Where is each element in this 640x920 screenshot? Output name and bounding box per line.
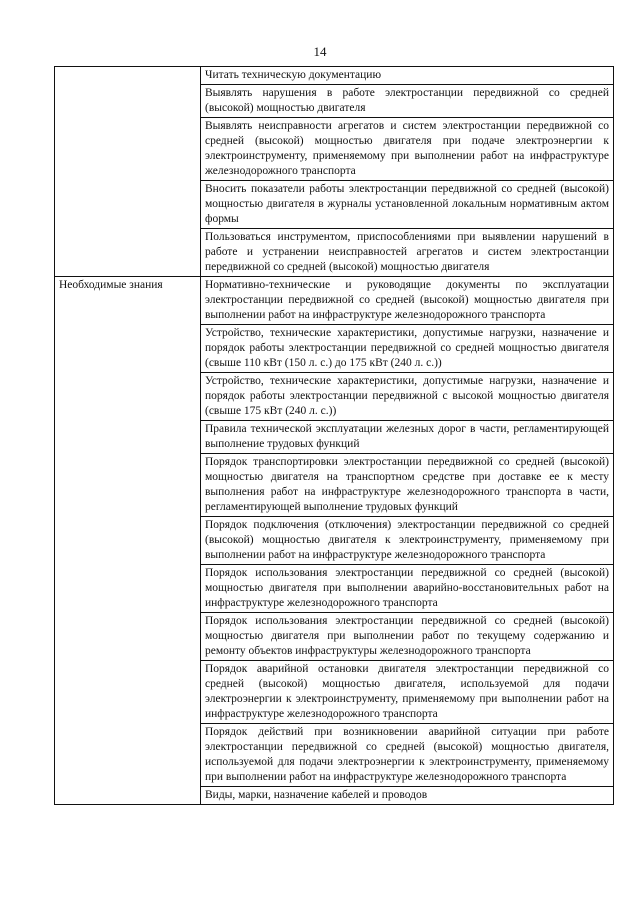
knowledge-cell: Порядок действий при возникновении аварийной ситуации при работе электростанции передвижной со средней (высокой) мощностью двигателя, используемой для подачи электроэнергии к электроинструменту, применяемому при выполнении работ на инфраструктуре железнодорожного транспорта <box>201 724 614 787</box>
knowledge-cell: Устройство, технические характеристики, допустимые нагрузки, назначение и порядок работы электростанции передвижной со средней мощностью двигателя (свыше 110 кВт (150 л. с.) до 175 кВт (240 л. с.)) <box>201 325 614 373</box>
knowledge-cell: Порядок подключения (отключения) электростанции передвижной со средней (высокой) мощностью двигателя к электроинструменту, применяемому при выполнении работ на инфраструктуре железнодорожного транспорта <box>201 517 614 565</box>
skill-cell: Читать техническую документацию <box>201 67 614 85</box>
table-row <box>55 277 614 325</box>
competency-table <box>54 66 614 805</box>
table-row <box>55 67 614 85</box>
knowledge-cell: Правила технической эксплуатации железных дорог в части, регламентирующей выполнение трудовых функций <box>201 421 614 454</box>
table-body <box>55 67 614 805</box>
knowledge-cell: Нормативно-технические и руководящие документы по эксплуатации электростанции передвижной со средней (высокой) мощностью двигателя при выполнении работ на инфраструктуре железнодорожного транспорта <box>201 277 614 325</box>
page-number: 14 <box>313 44 327 59</box>
skills-label-cell <box>55 67 201 277</box>
skill-cell: Выявлять нарушения в работе электростанции передвижной со средней (высокой) мощностью двигателя <box>201 85 614 118</box>
skill-cell: Выявлять неисправности агрегатов и систем электростанции передвижной со средней (высокой) мощностью двигателя при подаче электроэнергии к электроинструменту, применяемому при выполнении работ на инфраструктуре железнодорожного транспорта <box>201 118 614 181</box>
knowledge-cell: Порядок использования электростанции передвижной со средней (высокой) мощностью двигателя при выполнении аварийно-восстановительных работ на инфраструктуре железнодорожного транспорта <box>201 565 614 613</box>
knowledge-cell: Порядок использования электростанции передвижной со средней (высокой) мощностью двигателя при выполнении работ по текущему содержанию и ремонту объектов инфраструктуры железнодорожного транспорта <box>201 613 614 661</box>
skill-cell: Вносить показатели работы электростанции передвижной со средней (высокой) мощностью двигателя в журналы установленной локальным нормативным актом формы <box>201 181 614 229</box>
knowledge-cell: Порядок транспортировки электростанции передвижной со средней (высокой) мощностью двигателя на транспортном средстве при доставке ее к месту выполнения работ на инфраструктуре железнодорожного транспорта в части, регламентирующей выполнение трудовых функций <box>201 454 614 517</box>
knowledge-label-cell: Необходимые знания <box>55 277 201 805</box>
knowledge-cell: Порядок аварийной остановки двигателя электростанции передвижной со средней (высокой) мощностью двигателя, используемой для подачи электроэнергии к электроинструменту, применяемому при выполнении работ на инфраструктуре железнодорожного транспорта <box>201 661 614 724</box>
knowledge-cell: Виды, марки, назначение кабелей и проводов <box>201 787 614 805</box>
knowledge-cell: Устройство, технические характеристики, допустимые нагрузки, назначение и порядок работы электростанции передвижной с высокой мощностью двигателя (свыше 175 кВт (240 л. с.)) <box>201 373 614 421</box>
skill-cell: Пользоваться инструментом, приспособлениями при выявлении нарушений в работе и устранении неисправностей агрегатов и систем электростанции передвижной со средней (высокой) мощностью двигателя <box>201 229 614 277</box>
